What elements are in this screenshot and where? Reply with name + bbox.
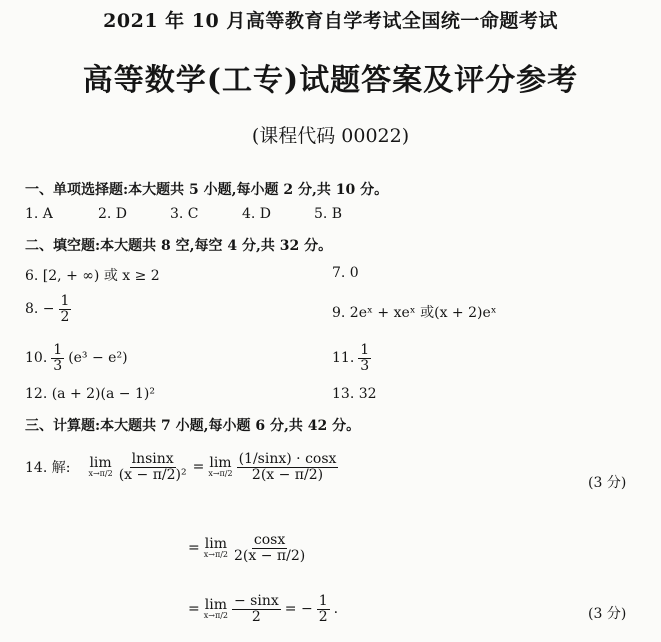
step3-result-fraction: [317, 594, 330, 624]
answer-10-fraction: [51, 343, 64, 373]
limit-text: lim: [204, 536, 227, 553]
answer-13: 13. 32: [332, 386, 377, 402]
limit-operator: [204, 598, 228, 620]
fraction-numerator: (1/sinx) · cosx: [238, 451, 337, 467]
answer-4: 4. D: [242, 206, 272, 222]
q14-label: 14. 解:: [25, 460, 71, 477]
fraction-numerator: 1: [53, 342, 63, 358]
limit-operator: [88, 456, 112, 478]
limit-text: lim: [204, 597, 227, 614]
answer-10-prefix: 10.: [25, 350, 48, 367]
answer-12: 12. (a + 2)(a − 1)²: [25, 386, 155, 402]
answer-5: 5. B: [314, 206, 343, 222]
answer-1: 1. A: [25, 206, 53, 222]
limit-text: lim: [209, 455, 232, 472]
answer-3: 3. C: [170, 206, 199, 222]
answer-11-prefix: 11.: [332, 350, 355, 367]
answer-2: 2. D: [98, 206, 128, 222]
limit-operator: [208, 456, 232, 478]
document-title: 高等数学(工专)试题答案及评分参考: [82, 63, 579, 98]
step3-result-prefix: = −: [284, 601, 313, 618]
fraction-numerator: 1: [318, 593, 328, 609]
section-1-title: 一、单项选择题:本大题共 5 小题,每小题 2 分,共 10 分。: [25, 182, 389, 198]
fraction-denominator: (x − π/2)²: [118, 466, 187, 483]
limit-subscript: x→π/2: [203, 550, 228, 560]
fraction-denominator: 2: [318, 608, 328, 625]
answer-7: 7. 0: [332, 265, 359, 281]
step1-rhs-fraction: [237, 452, 339, 482]
answer-11: [332, 343, 371, 373]
score-1: (3 分): [588, 475, 627, 491]
fraction-numerator: 1: [360, 342, 370, 358]
fraction-denominator: 3: [53, 357, 63, 374]
period: .: [333, 601, 339, 618]
course-code: (课程代码 00022): [251, 125, 410, 147]
answer-8-prefix: 8. −: [25, 301, 55, 318]
fraction-denominator: 2: [60, 308, 70, 325]
fraction-numerator: lnsinx: [131, 451, 174, 467]
fraction-numerator: 1: [60, 293, 70, 309]
section-3-title: 三、计算题:本大题共 7 小题,每小题 6 分,共 42 分。: [25, 418, 361, 434]
limit-subscript: x→π/2: [88, 469, 113, 479]
limit-text: lim: [89, 455, 112, 472]
equals-sign: =: [188, 601, 200, 618]
answer-10: [25, 343, 128, 373]
equals-sign: =: [192, 459, 205, 476]
answer-9: 9. 2eˣ + xeˣ 或(x + 2)eˣ: [332, 305, 497, 321]
answer-10-rest: (e³ − e²): [68, 350, 128, 367]
fraction-denominator: 2(x − π/2): [234, 547, 306, 564]
fraction-numerator: − sinx: [234, 593, 279, 609]
answer-11-fraction: [358, 343, 371, 373]
limit-subscript: x→π/2: [203, 611, 228, 621]
step3-fraction: [232, 594, 281, 624]
fraction-denominator: 3: [360, 357, 370, 374]
equals-sign: =: [188, 540, 200, 557]
q14-line-1: [25, 452, 338, 482]
section-2-title: 二、填空题:本大题共 8 空,每空 4 分,共 32 分。: [25, 238, 333, 254]
answer-8: [25, 294, 71, 324]
fraction-denominator: 2: [251, 608, 261, 625]
q14-line-3: [188, 594, 338, 624]
fraction-denominator: 2(x − π/2): [251, 466, 324, 483]
limit-operator: [204, 537, 228, 559]
step1-lhs-fraction: [117, 452, 189, 482]
limit-subscript: x→π/2: [208, 469, 233, 479]
step2-fraction: [232, 533, 307, 563]
score-2: (3 分): [588, 606, 627, 622]
fraction-numerator: cosx: [253, 532, 286, 548]
answer-8-fraction: [59, 294, 72, 324]
exam-title: 2021 年 10 月高等教育自学考试全国统一命题考试: [103, 10, 558, 32]
q14-line-2: [188, 533, 307, 563]
answer-6: 6. [2, + ∞) 或 x ≥ 2: [25, 268, 160, 284]
